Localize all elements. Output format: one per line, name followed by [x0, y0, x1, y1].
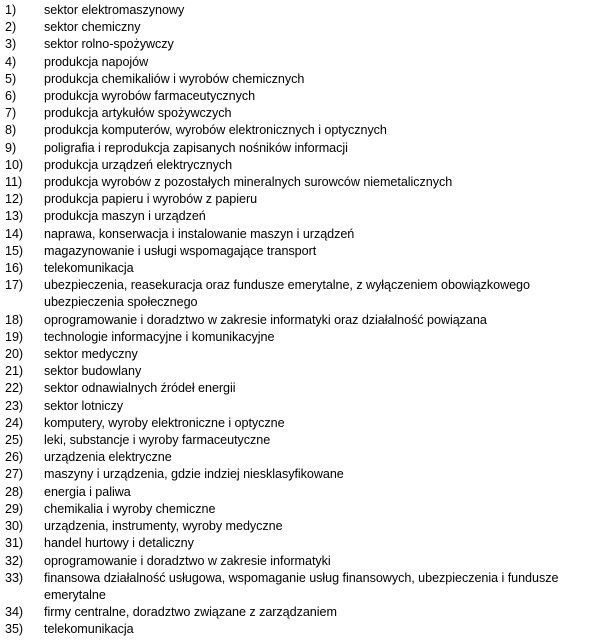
list-item-number: 22) [5, 381, 24, 396]
list-item-number: 34) [5, 605, 24, 620]
list-item-number: 17) [5, 278, 24, 293]
list-item-number: 9) [5, 140, 17, 155]
list-item [0, 243, 590, 260]
list-item [0, 277, 590, 311]
list-item-number: 24) [5, 415, 24, 430]
list-item [0, 157, 590, 174]
list-item-number: 28) [5, 484, 24, 499]
list-item [0, 621, 590, 638]
list-item-text: sektor odnawialnych źródeł energii [44, 381, 236, 396]
list-item-text: produkcja maszyn i urządzeń [44, 209, 206, 224]
list-item-number: 14) [5, 226, 24, 241]
list-item-text: poligrafia i reprodukcja zapisanych nośników informacji [44, 140, 348, 155]
list-item-number: 35) [5, 622, 24, 637]
list-item [0, 88, 590, 105]
list-item-text: naprawa, konserwacja i instalowanie maszyn i urządzeń [44, 226, 355, 241]
list-item-number: 18) [5, 312, 24, 327]
list-item [0, 105, 590, 122]
list-item-number: 29) [5, 501, 24, 516]
list-item-text: technologie informacyjne i komunikacyjne [44, 329, 275, 344]
list-item-text: sektor rolno-spożywczy [44, 37, 174, 52]
list-item-text: sektor lotniczy [44, 398, 124, 413]
list-item [0, 518, 590, 535]
list-item-number: 19) [5, 329, 24, 344]
list-item-text: produkcja papieru i wyrobów z papieru [44, 192, 258, 207]
list-item-text: finansowa działalność usługowa, wspomaganie usług finansowych, ubezpieczenia i fundusze emerytalne [44, 570, 559, 602]
list-item [0, 260, 590, 277]
list-item [0, 208, 590, 225]
list-item [0, 191, 590, 208]
list-item-number: 3) [5, 37, 17, 52]
list-item-number: 32) [5, 553, 24, 568]
list-item-number: 15) [5, 243, 24, 258]
list-item-text: telekomunikacja [44, 622, 134, 637]
list-item-text: maszyny i urządzenia, gdzie indziej niesklasyfikowane [44, 467, 344, 482]
list-item-text: produkcja wyrobów farmaceutycznych [44, 89, 256, 104]
list-item-text: sektor elektromaszynowy [44, 3, 185, 17]
list-item-number: 5) [5, 71, 17, 86]
list-item-number: 21) [5, 364, 24, 379]
list-item [0, 2, 590, 19]
list-item [0, 174, 590, 191]
list-item-number: 8) [5, 123, 17, 138]
list-item-text: oprogramowanie i doradztwo w zakresie informatyki [44, 553, 331, 568]
list-item-number: 6) [5, 89, 17, 104]
list-item-text: komputery, wyroby elektroniczne i optyczne [44, 415, 285, 430]
list-item-text: telekomunikacja [44, 261, 134, 276]
list-item [0, 140, 590, 157]
list-item-text: produkcja chemikaliów i wyrobów chemicznych [44, 71, 305, 86]
list-item-text: firmy centralne, doradztwo związane z zarządzaniem [44, 605, 337, 620]
list-item [0, 432, 590, 449]
list-item-number: 33) [5, 570, 24, 585]
list-item [0, 226, 590, 243]
list-item-number: 25) [5, 433, 24, 448]
list-item-number: 20) [5, 347, 24, 362]
list-item-text: produkcja napojów [44, 54, 149, 69]
list-item-number: 30) [5, 519, 24, 534]
list-item [0, 122, 590, 139]
list-item-number: 13) [5, 209, 24, 224]
list-item [0, 312, 590, 329]
list-item [0, 54, 590, 71]
list-item [0, 329, 590, 346]
list-item-text: sektor medyczny [44, 347, 138, 362]
list-item [0, 484, 590, 501]
list-item-number: 10) [5, 157, 24, 172]
list-item-number: 12) [5, 192, 24, 207]
list-item-number: 26) [5, 450, 24, 465]
list-item [0, 19, 590, 36]
list-item [0, 553, 590, 570]
list-item-text: produkcja komputerów, wyrobów elektronicznych i optycznych [44, 123, 387, 138]
list-item-text: sektor budowlany [44, 364, 142, 379]
list-item-text: ubezpieczenia, reasekuracja oraz fundusze emerytalne, z wyłączeniem obowiązkowego ubezpieczenia społecznego [44, 278, 530, 310]
list-item-number: 23) [5, 398, 24, 413]
list-item [0, 466, 590, 483]
list-item [0, 398, 590, 415]
list-item-text: leki, substancje i wyroby farmaceutyczne [44, 433, 271, 448]
list-item-text: energia i paliwa [44, 484, 131, 499]
list-item-number: 7) [5, 106, 17, 121]
list-item-text: urządzenia elektryczne [44, 450, 172, 465]
list-item [0, 415, 590, 432]
list-item-text: chemikalia i wyroby chemiczne [44, 501, 216, 516]
list-item-number: 16) [5, 261, 24, 276]
list-item [0, 570, 590, 604]
list-item [0, 363, 590, 380]
numbered-list [0, 2, 590, 639]
list-item-number: 2) [5, 20, 17, 35]
list-item-text: handel hurtowy i detaliczny [44, 536, 194, 551]
list-item-number: 4) [5, 54, 17, 69]
list-item-text: produkcja urządzeń elektrycznych [44, 157, 233, 172]
list-item [0, 449, 590, 466]
list-item-text: produkcja wyrobów z pozostałych mineralnych surowców niemetalicznych [44, 175, 453, 190]
list-item-number: 1) [5, 3, 17, 17]
list-item [0, 501, 590, 518]
list-item-number: 31) [5, 536, 24, 551]
list-item [0, 535, 590, 552]
list-item [0, 346, 590, 363]
list-item-number: 27) [5, 467, 24, 482]
list-item-text: sektor chemiczny [44, 20, 141, 35]
list-item-text: urządzenia, instrumenty, wyroby medyczne [44, 519, 283, 534]
list-item [0, 380, 590, 397]
list-item [0, 71, 590, 88]
list-item [0, 604, 590, 621]
list-item [0, 36, 590, 53]
list-item-number: 11) [5, 175, 23, 190]
list-item-text: magazynowanie i usługi wspomagające transport [44, 243, 317, 258]
list-item-text: oprogramowanie i doradztwo w zakresie informatyki oraz działalność powiązana [44, 312, 487, 327]
list-item-text: produkcja artykułów spożywczych [44, 106, 232, 121]
